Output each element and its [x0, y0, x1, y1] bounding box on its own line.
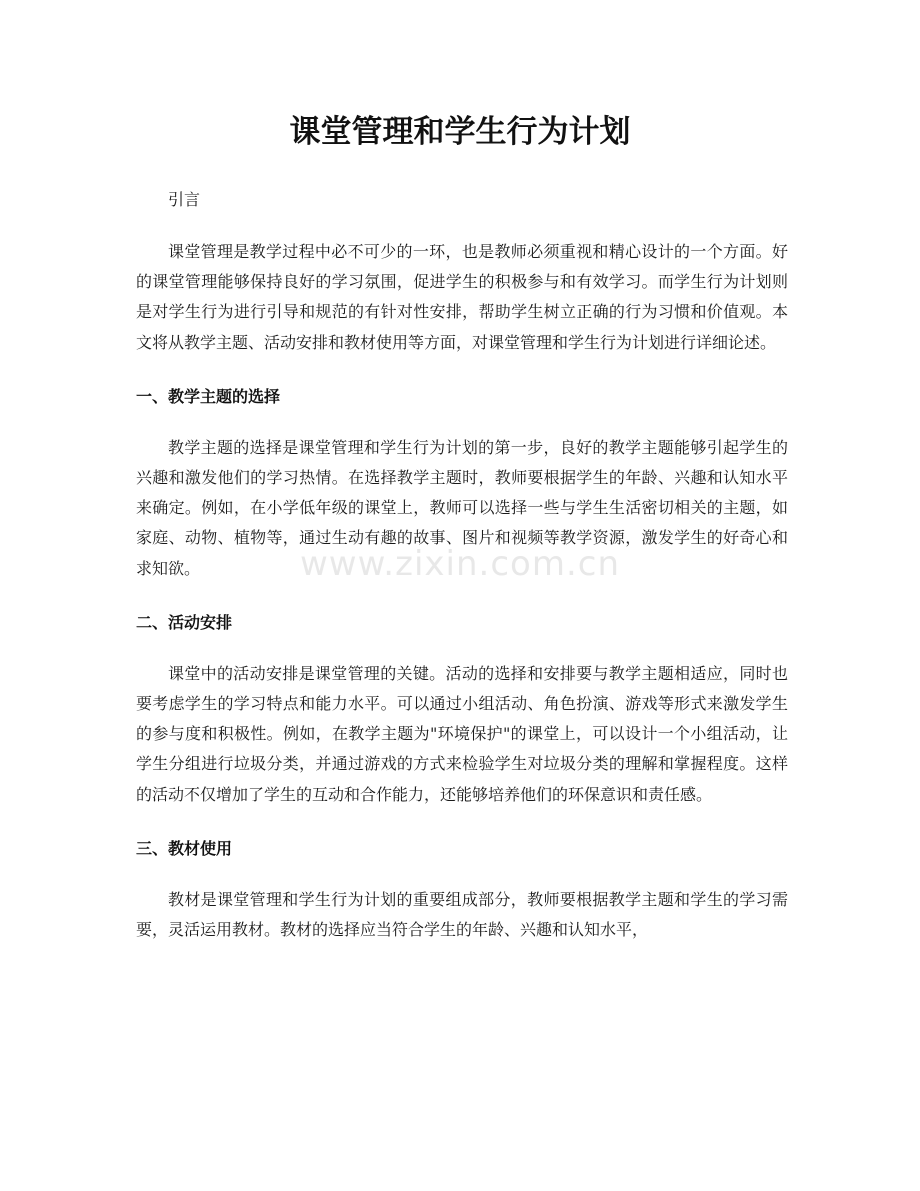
intro-paragraph: 课堂管理是教学过程中必不可少的一环，也是教师必须重视和精心设计的一个方面。好的课堂管理能够保持良好的学习氛围，促进学生的积极参与和有效学习。而学生行为计划则是对学生行为进行引导和规范的有针对性安排，帮助学生树立正确的行为习惯和价值观。本文将从教学主题、活动安排和教材使用等方面，对课堂管理和学生行为计划进行详细论述。 — [136, 242, 788, 352]
section-heading-topic: 一、教学主题的选择 — [136, 386, 281, 406]
section-heading-materials: 三、教材使用 — [136, 838, 233, 858]
section-paragraph-topic: 教学主题的选择是课堂管理和学生行为计划的第一步，良好的教学主题能够引起学生的兴趣和激发他们的学习热情。在选择教学主题时，教师要根据学生的年龄、兴趣和认知水平来确定。例如，在小学低年级的课堂上，教师可以选择一些与学生生活密切相关的主题，如家庭、动物、植物等，通过生动有趣的故事、图片和视频等教学资源，激发学生的好奇心和求知欲。 — [136, 437, 788, 578]
intro-label: 引言 — [168, 190, 201, 209]
document-body — [136, 183, 788, 968]
document-title: 课堂管理和学生行为计划 — [289, 114, 631, 150]
section-paragraph-materials: 教材是课堂管理和学生行为计划的重要组成部分，教师要根据教学主题和学生的学习需要，灵活运用教材。教材的选择应当符合学生的年龄、兴趣和认知水平， — [136, 889, 788, 940]
watermark: www.zixin.com.cn — [300, 544, 620, 584]
section-heading-activities: 二、活动安排 — [136, 612, 233, 632]
section-paragraph-activities: 课堂中的活动安排是课堂管理的关键。活动的选择和安排要与教学主题相适应，同时也要考虑学生的学习特点和能力水平。可以通过小组活动、角色扮演、游戏等形式来激发学生的参与度和积极性。例如，在教学主题为"环境保护"的课堂上，可以设计一个小组活动，让学生分组进行垃圾分类，并通过游戏的方式来检验学生对垃圾分类的理解和掌握程度。这样的活动不仅增加了学生的互动和合作能力，还能够培养他们的环保意识和责任感。 — [136, 663, 788, 804]
